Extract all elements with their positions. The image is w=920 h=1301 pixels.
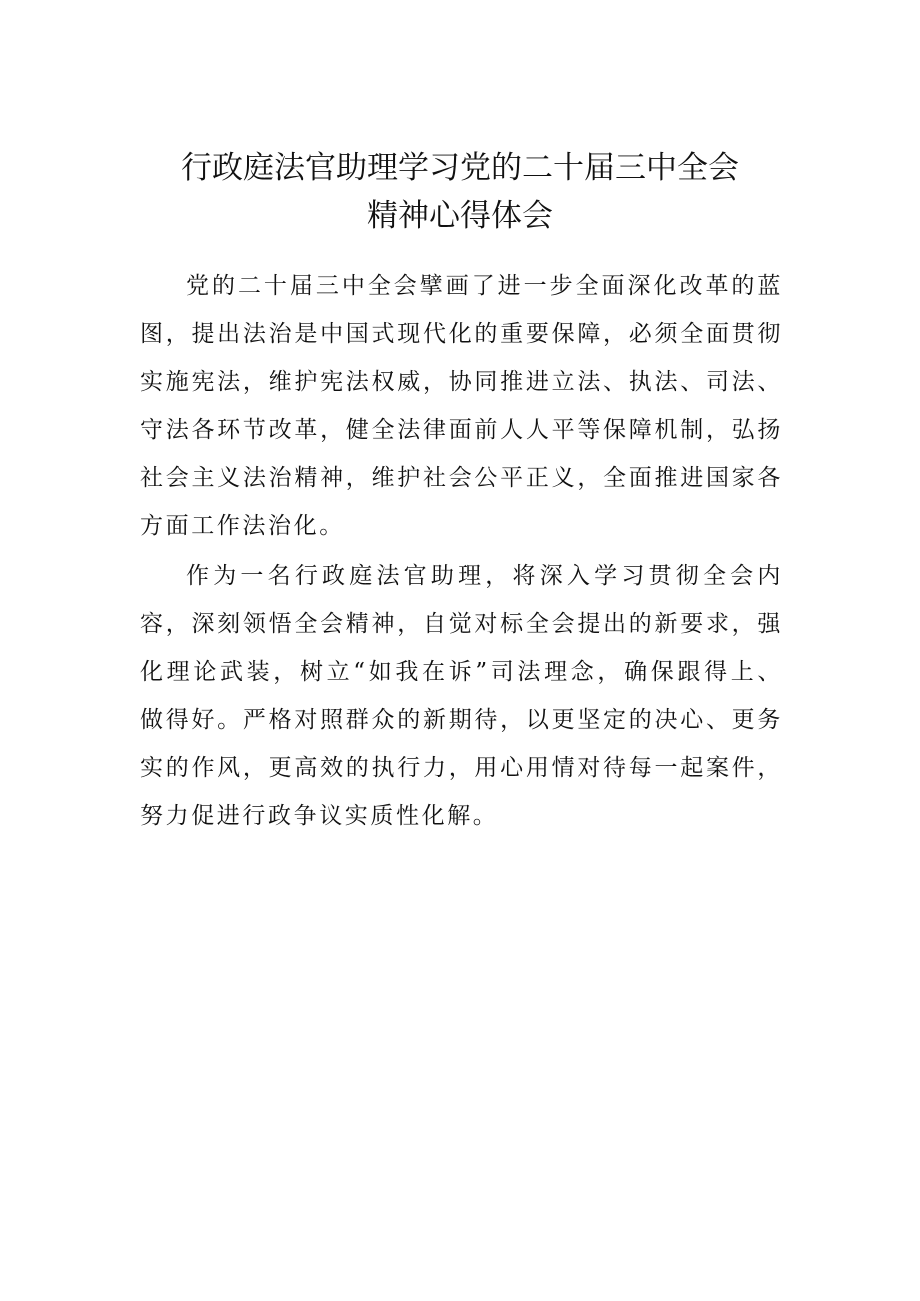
paragraph-2: 作为一名行政庭法官助理，将深入学习贯彻全会内容，深刻领悟全会精神，自觉对标全会提出的新要求，强化理论武装，树立“如我在诉”司法理念，确保跟得上、做得好。严格对照群众的新期待，以更坚定的决心、更务实的作风，更高效的执行力，用心用情对待每一起案件，努力促进行政争议实质性化解。: [140, 563, 783, 829]
title-line-2: 精神心得体会: [367, 198, 553, 234]
title-line-1: 行政庭法官助理学习党的二十届三中全会: [181, 150, 739, 186]
document-body: [140, 262, 783, 842]
document-title: [140, 144, 780, 240]
paragraph-1: 党的二十届三中全会擘画了进一步全面深化改革的蓝图，提出法治是中国式现代化的重要保障，必须全面贯彻实施宪法，维护宪法权威，协同推进立法、执法、司法、守法各环节改革，健全法律面前人人平等保障机制，弘扬社会主义法治精神，维护社会公平正义，全面推进国家各方面工作法治化。: [140, 273, 783, 539]
